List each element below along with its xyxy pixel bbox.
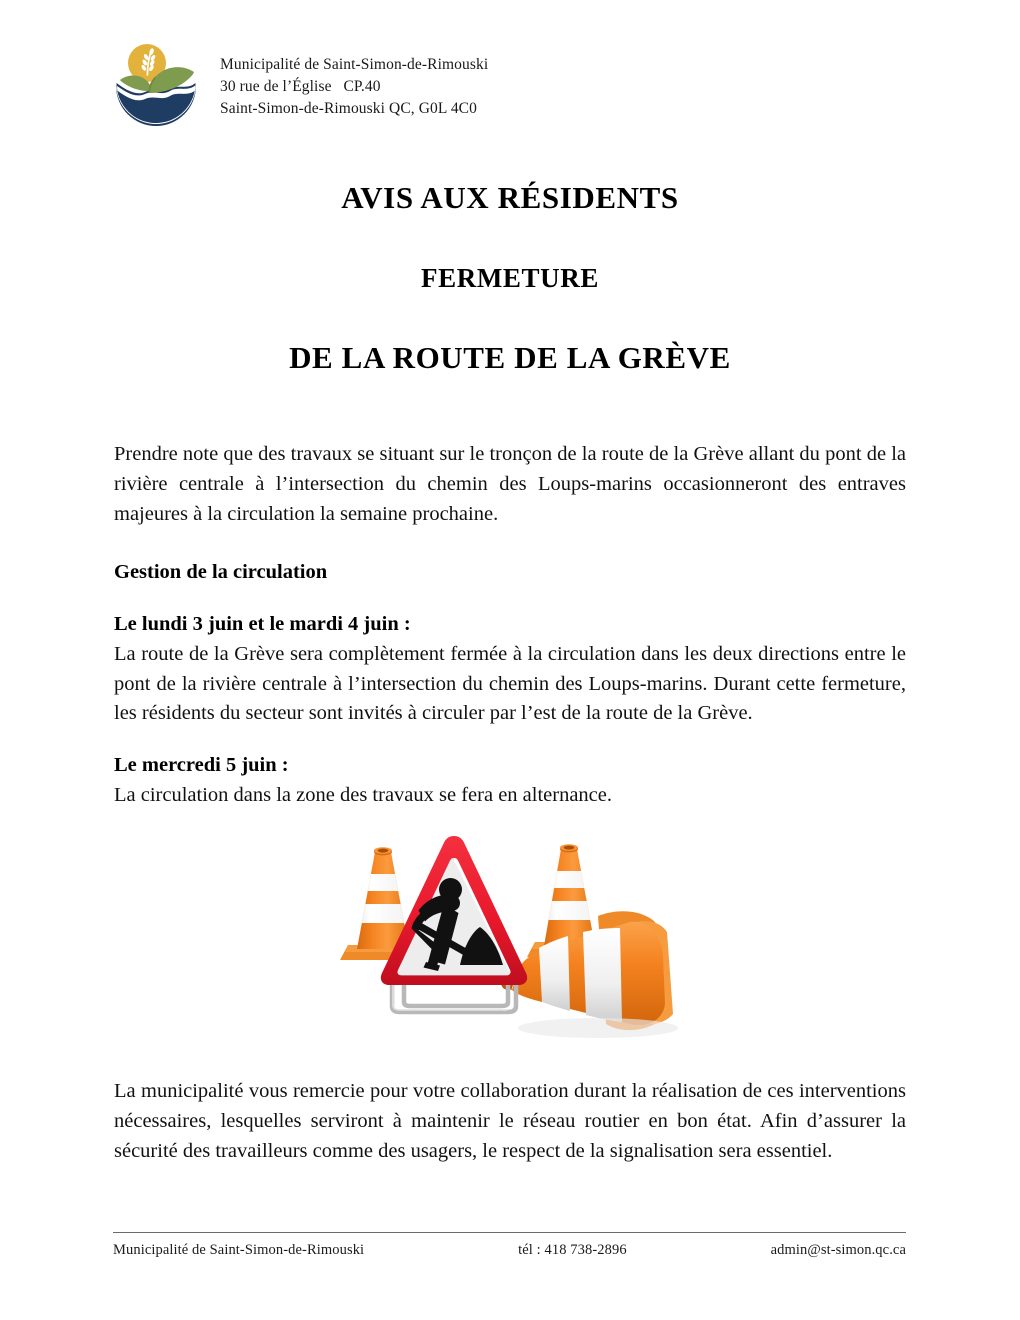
municipality-crest-logo (108, 36, 204, 132)
footer-divider (113, 1232, 906, 1233)
footer-email[interactable]: admin@st-simon.qc.ca (770, 1242, 906, 1258)
letterhead-line-3: Saint-Simon-de-Rimouski QC, G0L 4C0 (220, 100, 477, 117)
spacer (114, 530, 906, 558)
roadworks-icon (330, 828, 702, 1066)
letterhead-address (220, 36, 488, 120)
page-subtitle-2: DE LA ROUTE DE LA GRÈVE (289, 340, 731, 375)
page-footer (113, 1232, 906, 1259)
day2-paragraph: La circulation dans la zone des travaux se fera en alternance. (114, 784, 613, 807)
letterhead-line-2: 30 rue de l’Église CP.40 (220, 78, 381, 95)
document-titles (0, 182, 1020, 373)
day1-paragraph: La route de la Grève sera complètement fermée à la circulation dans les deux directions entre le pont de la rivière centrale à l’intersection du chemin des Loups-marins. Durant cette fermeture, les résidents du secteur sont invités à circuler par l’est de la route de la Grève. (114, 642, 906, 725)
spacer (114, 729, 906, 751)
footer-phone: tél : 418 738-2896 (518, 1242, 627, 1258)
closing-block (114, 1077, 906, 1167)
intro-paragraph: Prendre note que des travaux se situant sur le tronçon de la route de la Grève allant du pont de la rivière centrale à l’intersection du chemin des Loups-marins occasionneront des entraves majeures à la circulation la semaine prochaine. (114, 443, 906, 525)
crest-icon (108, 36, 204, 132)
document-body (114, 440, 906, 811)
closing-paragraph: La municipalité vous remercie pour votre collaboration durant la réalisation de ces interventions nécessaires, lesquelles serviront à maintenir le réseau routier en bon état. Afin d’assurer la sécurité des travailleurs comme des usagers, le respect de la signalisation sera essentiel. (114, 1080, 906, 1162)
letterhead-line-1: Municipalité de Saint-Simon-de-Rimouski (220, 56, 489, 73)
roadworks-clipart (330, 828, 702, 1066)
day2-heading: Le mercredi 5 juin : (114, 754, 289, 777)
day1-heading: Le lundi 3 juin et le mardi 4 juin : (114, 612, 411, 635)
spacer (114, 588, 906, 610)
page-subtitle-1: FERMETURE (421, 263, 599, 293)
footer-municipality: Municipalité de Saint-Simon-de-Rimouski (113, 1242, 365, 1258)
page-title: AVIS AUX RÉSIDENTS (341, 180, 679, 215)
letterhead (108, 36, 488, 132)
section-heading-traffic: Gestion de la circulation (114, 560, 328, 583)
